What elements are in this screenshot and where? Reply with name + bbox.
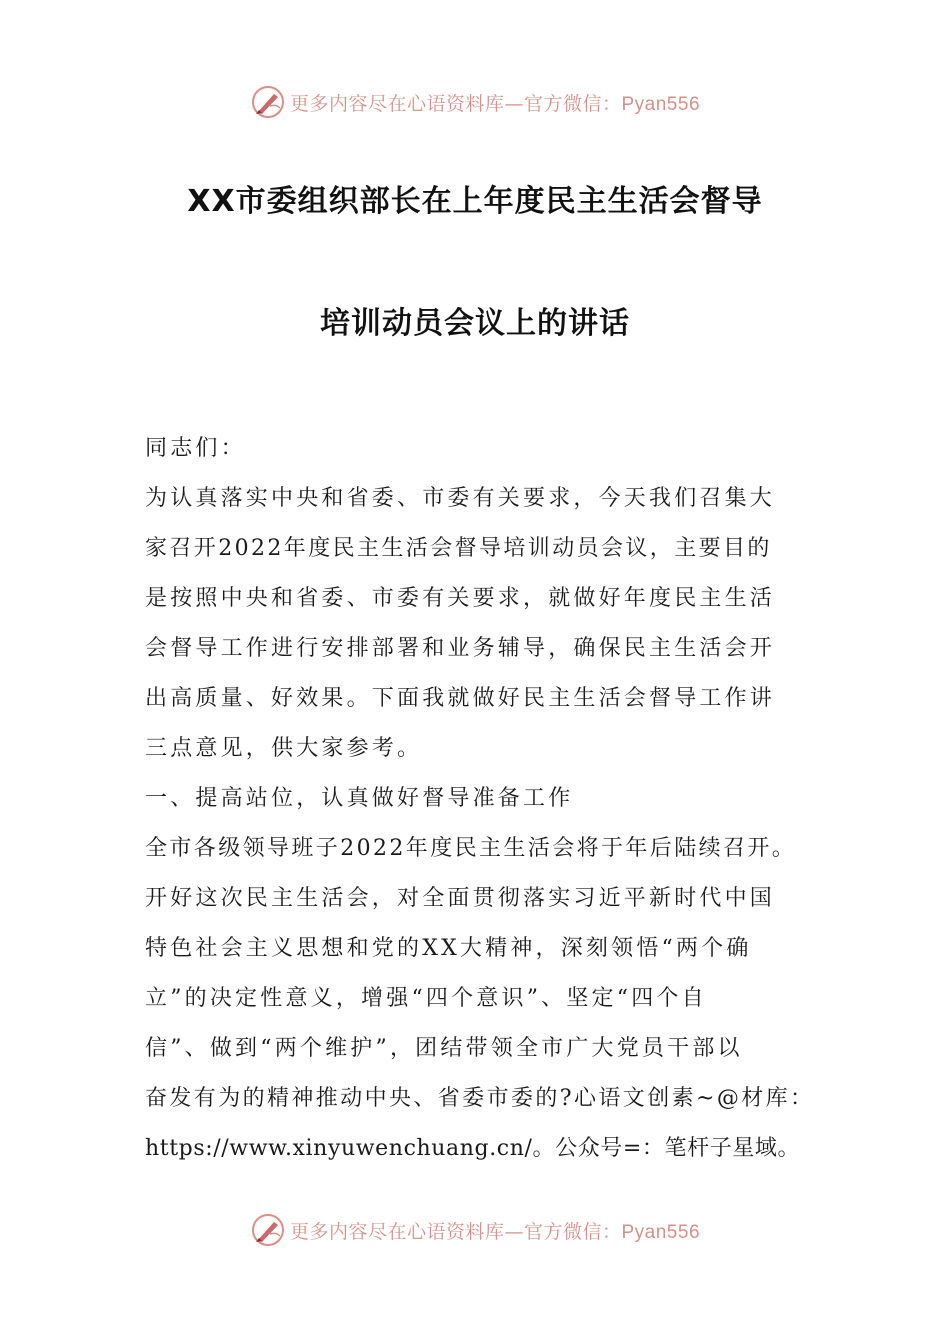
paragraph-line: 奋发有为的精神推动中央、省委市委的?心语文创素~@材库： <box>145 1086 815 1111</box>
paragraph-line: 是按照中央和省委、市委有关要求，就做好年度民主生活 <box>145 586 776 611</box>
paragraph-line: 特色社会主义思想和党的XX大精神，深刻领悟“两个确 <box>145 936 752 961</box>
watermark-separator: —官方微信： <box>504 92 622 115</box>
pen-logo-icon <box>250 84 286 120</box>
paragraph-line-url: https://www.xinyuwenchuang.cn/。公众号=：笔杆子星域。 <box>145 1136 801 1161</box>
paragraph-line: 立”的决定性意义，增强“四个意识”、坚定“四个自 <box>145 986 707 1011</box>
watermark-wechat-id: Pyan556 <box>621 1221 701 1243</box>
paragraph-line: 会督导工作进行安排部署和业务辅导，确保民主生活会开 <box>145 636 776 661</box>
watermark-text <box>290 89 700 116</box>
paragraph-line: 全市各级领导班子2022年度民主生活会将于年后陆续召开。 <box>145 836 797 861</box>
document-title-line-1: XX市委组织部长在上年度民主生活会督导 <box>187 184 763 219</box>
paragraph-line: 家召开2022年度民主生活会督导培训动员会议，主要目的 <box>145 536 772 561</box>
watermark-wechat-id: Pyan556 <box>621 93 701 115</box>
watermark-separator: —官方微信： <box>504 1220 622 1243</box>
document-body <box>145 430 815 1180</box>
paragraph-line: 出高质量、好效果。下面我就做好民主生活会督导工作讲 <box>145 686 776 711</box>
salutation: 同志们： <box>145 436 246 461</box>
watermark-library-name: 更多内容尽在心语资料库 <box>289 1220 505 1243</box>
paragraph-line: 信”、做到“两个维护”，团结带领全市广大党员干部以 <box>145 1036 743 1061</box>
watermark-library-name: 更多内容尽在心语资料库 <box>289 92 505 115</box>
paragraph-line: 为认真落实中央和省委、市委有关要求，今天我们召集大 <box>145 486 776 511</box>
section-heading: 一、提高站位，认真做好督导准备工作 <box>145 786 574 811</box>
document-title-line-2: 培训动员会议上的讲话 <box>320 306 630 341</box>
header-watermark <box>0 82 950 122</box>
watermark-text <box>290 1217 700 1244</box>
paragraph-line: 开好这次民主生活会，对全面贯彻落实习近平新时代中国 <box>145 886 776 911</box>
paragraph-line: 三点意见，供大家参考。 <box>145 736 423 761</box>
pen-logo-icon <box>250 1212 286 1248</box>
footer-watermark <box>0 1210 950 1250</box>
